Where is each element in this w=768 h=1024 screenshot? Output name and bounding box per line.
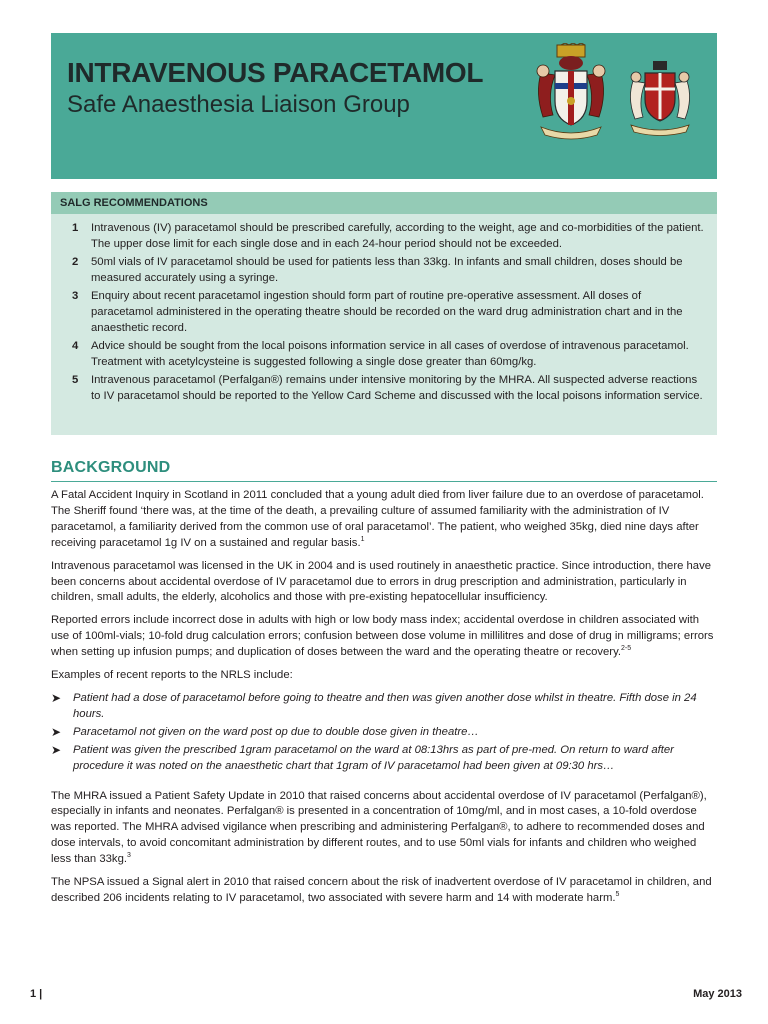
recommendation-text: 50ml vials of IV paracetamol should be used for patients less than 33kg. In infants and small children, doses should be measured accurately using a syringe.: [91, 255, 683, 284]
paragraph-text: Reported errors include incorrect dose in adults with high or low body mass index; accidental overdose in children associated with use of 100ml-vials; 10-fold drug calculation errors; confusion between dose volume in millilitres and dose of drug in milligrams; errors when setting up infusion pumps; and duplication of doses between the ward and the operating theatre or recovery.: [51, 614, 714, 659]
report-text: Paracetamol not given on the ward post op due to double dose given in theatre…: [73, 725, 479, 738]
recommendation-item: [51, 373, 717, 405]
recommendation-text: Intravenous (IV) paracetamol should be prescribed carefully, according to the weight, age and co-morbidities of the patient. The upper dose limit for each single dose and in each 24-hour period should not be exceeded.: [91, 222, 704, 250]
list-item: [51, 743, 717, 775]
nrls-report-list: [51, 691, 717, 775]
paragraph: Examples of recent reports to the NRLS include:: [51, 669, 293, 682]
reference-marker: 5: [615, 891, 620, 899]
title-banner: [51, 33, 717, 179]
document-title: INTRAVENOUS PARACETAMOL: [67, 57, 484, 88]
paragraph: [51, 488, 717, 552]
recommendation-number: 4: [72, 339, 79, 352]
arrow-bullet-icon: ➤: [51, 742, 62, 757]
paragraph: [51, 875, 717, 907]
recommendation-number: 1: [72, 222, 79, 234]
paragraph: Intravenous paracetamol was licensed in the UK in 2004 and is used routinely in anaesthetic practice. Since introduction, there have been concerns about accidental overdose of IV paracetamol due to errors in drug prescription and administration, particularly in children, small adults, the elderly, alcoholics and those with pre-existing hepatocellular insufficiency.: [51, 559, 712, 604]
recommendation-item: [51, 255, 717, 287]
reference-marker: 2-5: [621, 645, 632, 653]
coat-of-arms-icon: [623, 59, 697, 139]
list-item: [51, 725, 717, 741]
publication-date: May 2013: [693, 988, 742, 1000]
arrow-bullet-icon: ➤: [51, 690, 62, 705]
recommendation-number: 2: [72, 255, 79, 268]
recommendation-item: [51, 289, 717, 336]
report-text: Patient had a dose of paracetamol before going to theatre and then was given another dose whilst in theatre. Fifth dose in 24 hours.: [73, 691, 697, 720]
reference-marker: 1: [360, 535, 365, 543]
recommendation-item: [51, 339, 717, 371]
document-subtitle: Safe Anaesthesia Liaison Group: [67, 91, 410, 118]
paragraph-text: The NPSA issued a Signal alert in 2010 that raised concern about the risk of inadvertent overdose of IV paracetamol in children, and described 206 incidents relating to IV paracetamol, two associated with severe harm and 14 with moderate harm.: [51, 876, 712, 904]
list-item: [51, 691, 717, 723]
recommendations-box: [51, 192, 717, 435]
recommendations-heading: SALG RECOMMENDATIONS: [51, 192, 717, 214]
paragraph-text: A Fatal Accident Inquiry in Scotland in 2011 concluded that a young adult died from liver failure due to an overdose of paracetamol. The Sheriff found ‘there was, at the time of the death, a prevailing culture of assumed familiarity with the administration of IV paracetamol, a familiarity derived from the common use of oral paracetamol’. The patient, who weighed 35kg, died nine days after receiving paracetamol 1g IV on a sustained and regular basis.: [51, 489, 704, 549]
background-heading: BACKGROUND: [51, 459, 171, 476]
paragraph-text: The MHRA issued a Patient Safety Update in 2010 that raised concerns about accidental overdose of IV paracetamol (Perfalgan®), especially in infants and neonates. Perfalgan® is presented in a concentration of 10mg/ml, and in most cases, a 10-fold overdose was reported. The MHRA advised vigilance when prescribing and administering Perfalgan®, to adhere to recommended doses and dose intervals, to avoid concomitant administration by different routes, and to use 50ml vials for infants and children who weighed less than 33kg.: [51, 789, 707, 866]
section-divider: [51, 481, 717, 482]
recommendation-number: 3: [72, 289, 79, 302]
background-body: [51, 488, 717, 914]
coat-of-arms-icon: [531, 43, 611, 143]
recommendation-text: Enquiry about recent paracetamol ingestion should form part of routine pre-operative assessment. All doses of paracetamol administered in the operating theatre should be recorded on the ward drug administration chart and in the anaesthetic record.: [91, 289, 683, 334]
arrow-bullet-icon: ➤: [51, 724, 62, 739]
recommendations-list: [51, 214, 717, 404]
recommendation-number: 5: [72, 373, 79, 386]
page-number: 1 |: [30, 988, 43, 1000]
recommendation-text: Advice should be sought from the local poisons information service in all cases of overdose of intravenous paracetamol. Treatment with acetylcysteine is suggested following a single dose greater than 60mg/kg.: [91, 339, 689, 368]
recommendation-item: [51, 221, 717, 253]
paragraph: [51, 789, 717, 869]
recommendation-text: Intravenous paracetamol (Perfalgan®) remains under intensive monitoring by the MHRA. All suspected adverse reactions to IV paracetamol should be reported to the Yellow Card Scheme and discussed with the local poisons information service.: [91, 373, 703, 402]
paragraph: [51, 613, 717, 661]
report-text: Patient was given the prescribed 1gram paracetamol on the ward at 08:13hrs as part of pre-med. On return to ward after procedure it was noted on the anaesthetic chart that 1gram of IV paracetamol had been given at 09:30 hrs…: [73, 743, 674, 772]
reference-marker: 3: [127, 852, 131, 860]
